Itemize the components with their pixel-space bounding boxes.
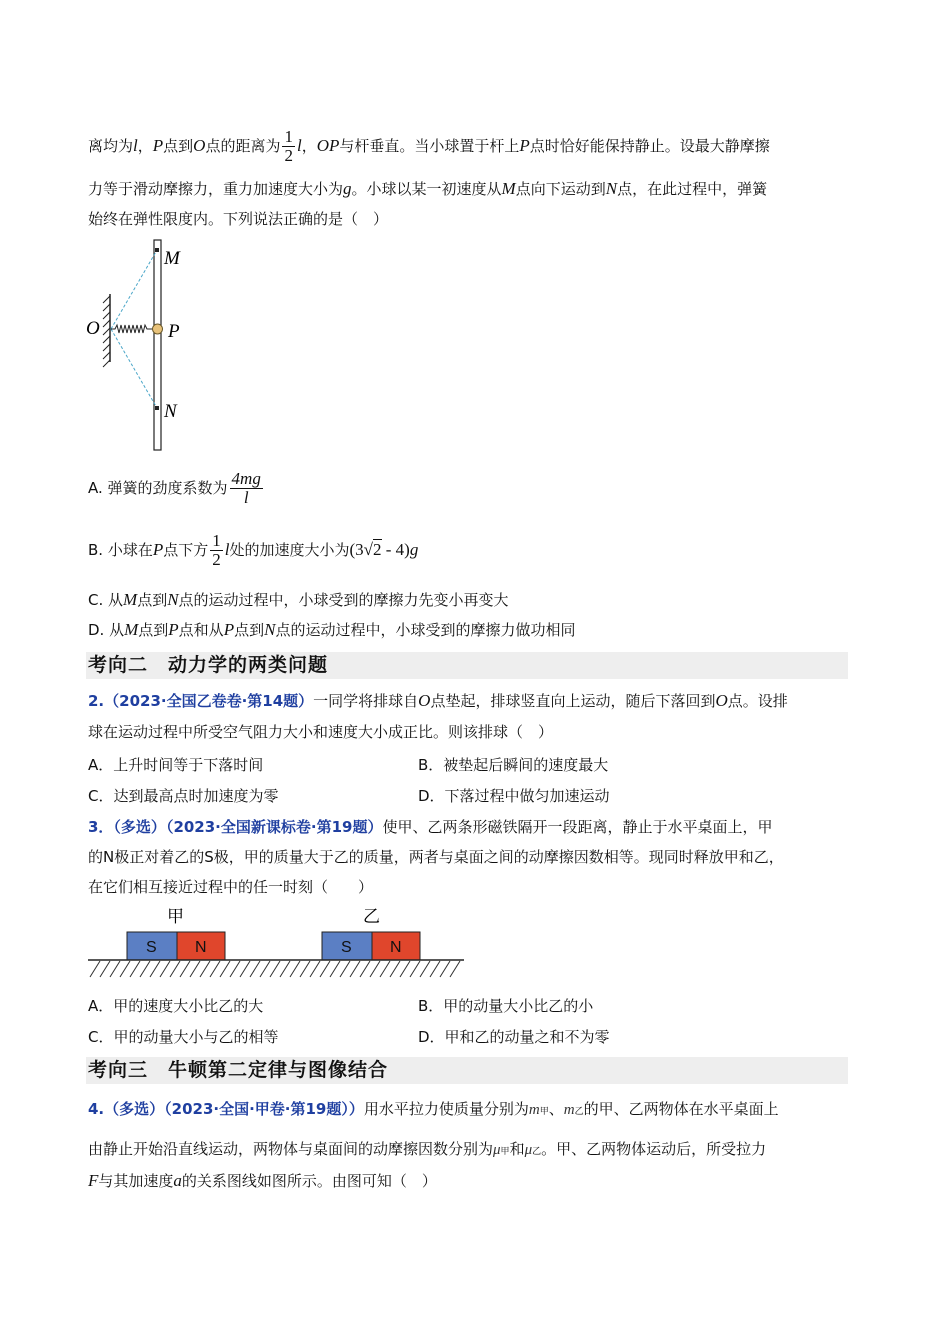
magnet-yi-N-label: N <box>390 939 402 956</box>
fraction-one-half: $\frac{1}{2}$ <box>284 127 293 165</box>
magnets-figure <box>86 900 466 982</box>
magnet-jia-S-label: S <box>146 939 157 956</box>
q1-line-1: 离均为l，P点到O点的距离为 $\frac{1}{2}$ l，OP与杆垂直。当小球置于杆上P点时恰好能保持静止。设最大静摩擦 <box>88 127 770 165</box>
dashed-line-OM <box>111 250 157 329</box>
wall-hatching <box>103 296 110 367</box>
q2-option-D[interactable]: D．下落过程中做匀加速运动 <box>418 787 610 805</box>
dashed-line-ON <box>111 329 157 408</box>
question-number: 3．（多选）（2023·全国新课标卷·第19题） <box>88 818 383 836</box>
q4-line-2: 由静止开始沿直线运动，两物体与桌面间的动摩擦因数分别为μ甲和μ乙。甲、乙两物体运动后，所受拉力 <box>88 1140 767 1158</box>
section-heading-3: 考向三 牛顿第二定律与图像结合 <box>86 1057 848 1084</box>
q2-option-A[interactable]: A．上升时间等于下落时间 <box>88 756 264 774</box>
ball-at-P <box>153 324 163 334</box>
sqrt-sign: √ <box>363 540 373 559</box>
point-M <box>155 248 159 252</box>
label-jia: 甲 <box>167 907 184 927</box>
question-number: 2.（2023·全国乙卷卷·第14题） <box>88 692 314 710</box>
label-N: N <box>164 401 177 422</box>
q3-option-D[interactable]: D．甲和乙的动量之和不为零 <box>418 1028 610 1046</box>
q2-option-C[interactable]: C．达到最高点时加速度为零 <box>88 787 279 805</box>
q2-line-1: 2.（2023·全国乙卷卷·第14题）一同学将排球自O点垫起，排球竖直向上运动，随后下落回到O点。设排 <box>88 691 788 710</box>
label-P: P <box>168 321 180 342</box>
q2-line-2: 球在运动过程中所受空气阻力大小和速度大小成正比。则该排球（ ） <box>88 723 554 741</box>
fraction-4mg-over-l: $\frac{4mg}{l}$ <box>231 469 261 507</box>
q3-line-2: 的N极正对着乙的S极，甲的质量大于乙的质量，两者与桌面之间的动摩擦因数相等。现同时释放甲和乙， <box>88 848 784 866</box>
label-M: M <box>164 248 180 269</box>
q1-option-D[interactable]: D. 从M点到P点和从P点到N点的运动过程中，小球受到的摩擦力做功相同 <box>88 620 576 639</box>
fraction-one-half-b: $\frac{1}{2}$ <box>212 531 221 569</box>
table-hatching <box>90 961 460 977</box>
q1-option-B[interactable]: B. 小球在P点下方 $\frac{1}{2}$ l处的加速度大小为(3√2 - 4)g <box>88 531 419 569</box>
label-yi: 乙 <box>363 907 380 927</box>
q4-line-1: 4.（多选）（2023·全国·甲卷·第19题））用水平拉力使质量分别为m甲、m乙的甲、乙两物体在水平桌面上 <box>88 1100 779 1118</box>
question-number: 4.（多选）（2023·全国·甲卷·第19题）） <box>88 1100 364 1118</box>
q3-option-B[interactable]: B．甲的动量大小比乙的小 <box>418 997 594 1015</box>
q1-line-2: 力等于滑动摩擦力，重力加速度大小为g。小球以某一初速度从M点向下运动到N点，在此过程中，弹簧 <box>88 179 768 198</box>
q2-option-B[interactable]: B．被垫起后瞬间的速度最大 <box>418 756 609 774</box>
magnet-jia-N-label: N <box>195 939 207 956</box>
q1-option-C[interactable]: C. 从M点到N点的运动过程中，小球受到的摩擦力先变小再变大 <box>88 590 509 609</box>
spring <box>111 325 152 333</box>
label-O: O <box>86 318 100 339</box>
q3-option-A[interactable]: A．甲的速度大小比乙的大 <box>88 997 264 1015</box>
q3-option-C[interactable]: C．甲的动量大小与乙的相等 <box>88 1028 279 1046</box>
q3-line-3: 在它们相互接近过程中的任一时刻（ ） <box>88 878 374 896</box>
section-heading-2: 考向二 动力学的两类问题 <box>86 652 848 679</box>
q4-line-3: F与其加速度a的关系图线如图所示。由图可知（ ） <box>88 1171 437 1190</box>
magnet-yi-S-label: S <box>341 939 352 956</box>
vertical-rod <box>154 240 161 450</box>
q1-option-A[interactable]: A. 弹簧的劲度系数为 $\frac{4mg}{l}$ <box>88 469 261 507</box>
q1-line-3: 始终在弹性限度内。下列说法正确的是（ ） <box>88 210 389 228</box>
spring-rod-figure <box>84 234 204 454</box>
point-N <box>155 406 159 410</box>
q3-line-1: 3．（多选）（2023·全国新课标卷·第19题）使甲、乙两条形磁铁隔开一段距离，静止于水平桌面上，甲 <box>88 818 773 836</box>
